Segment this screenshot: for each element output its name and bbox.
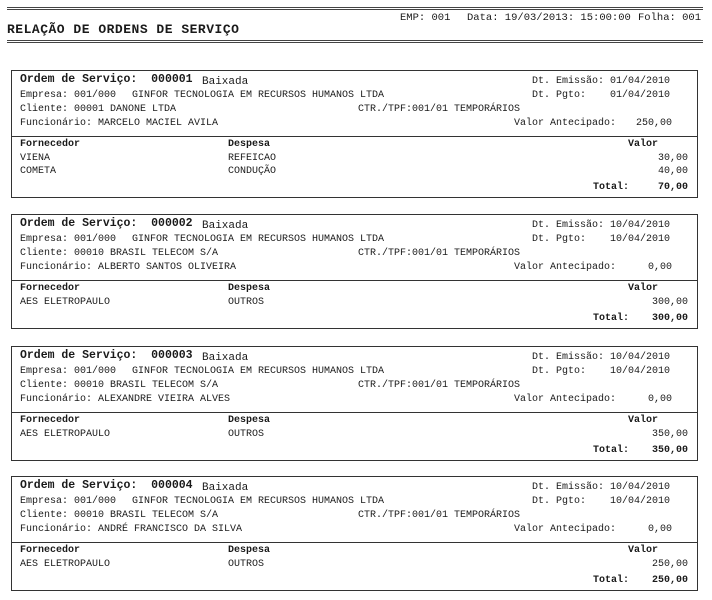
funcionario-label: Funcionário: MARCELO MACIEL AVILA (20, 118, 219, 129)
dt-emissao-label: Dt. Emissão: (532, 352, 605, 363)
page-label: Folha: 001 (638, 12, 702, 24)
os-label: Ordem de Serviço: 000004 (20, 479, 193, 492)
emp-label: EMP: 001 (400, 12, 451, 24)
total-value: 350,00 (651, 445, 688, 456)
item-valor: 30,00 (657, 153, 688, 164)
dt-emissao-value: 10/04/2010 (610, 220, 671, 231)
os-status: Baixada (202, 352, 249, 364)
valor-antecipado-value: 250,00 (635, 118, 672, 129)
valor-antecipado-label: Valor Antecipado: (514, 118, 617, 129)
cliente-value: 00010 BRASIL TELECOM S/A (74, 380, 219, 391)
col-fornecedor: Fornecedor (20, 545, 81, 556)
empresa-label: Empresa: 001/000 (20, 234, 117, 245)
dt-emissao-label: Dt. Emissão: (532, 482, 605, 493)
date-label: Data: 19/03/2013: 15:00:00 (467, 12, 631, 24)
item-despesa: OUTROS (228, 297, 265, 308)
header-rule-bottom (7, 40, 703, 43)
dt-emissao-label: Dt. Emissão: (532, 220, 605, 231)
col-fornecedor: Fornecedor (20, 415, 81, 426)
total-value: 300,00 (651, 313, 688, 324)
funcionario-value: ANDRÉ FRANCISCO DA SILVA (98, 524, 243, 535)
empresa-label: Empresa: 001/000 (20, 90, 117, 101)
os-number: 000001 (151, 73, 193, 86)
header-rule-top (7, 7, 703, 10)
empresa-name: GINFOR TECNOLOGIA EM RECURSOS HUMANOS LTDA (132, 90, 385, 101)
item-fornecedor: VIENA (20, 153, 51, 164)
valor-antecipado-label: Valor Antecipado: (514, 262, 617, 273)
total-label: Total: (593, 445, 630, 456)
cliente-value: 00010 BRASIL TELECOM S/A (74, 248, 219, 259)
os-number: 000002 (151, 217, 193, 230)
service-order-card (11, 476, 698, 591)
item-despesa: OUTROS (228, 429, 265, 440)
report-header-info (400, 12, 700, 60)
col-despesa: Despesa (228, 139, 271, 150)
os-status: Baixada (202, 220, 249, 232)
os-status: Baixada (202, 482, 249, 494)
item-valor: 40,00 (657, 166, 688, 177)
total-label: Total: (593, 182, 630, 193)
service-order-header (12, 215, 697, 281)
dt-emissao-value: 10/04/2010 (610, 352, 671, 363)
service-order-items (12, 281, 697, 328)
os-number: 000003 (151, 349, 193, 362)
empresa-name: GINFOR TECNOLOGIA EM RECURSOS HUMANOS LTDA (132, 496, 385, 507)
col-valor: Valor (627, 283, 658, 294)
item-fornecedor: AES ELETROPAULO (20, 429, 111, 440)
item-fornecedor: AES ELETROPAULO (20, 297, 111, 308)
funcionario-label: Funcionário: ANDRÉ FRANCISCO DA SILVA (20, 524, 243, 535)
cliente-label: Cliente: 00010 BRASIL TELECOM S/A (20, 510, 219, 521)
empresa-label: Empresa: 001/000 (20, 366, 117, 377)
cliente-value: 00001 DANONE LTDA (74, 104, 177, 115)
col-valor: Valor (627, 545, 658, 556)
col-fornecedor: Fornecedor (20, 283, 81, 294)
funcionario-value: ALBERTO SANTOS OLIVEIRA (98, 262, 237, 273)
funcionario-label: Funcionário: ALBERTO SANTOS OLIVEIRA (20, 262, 237, 273)
col-despesa: Despesa (228, 415, 271, 426)
total-label: Total: (593, 575, 630, 586)
service-order-items (12, 413, 697, 460)
funcionario-value: ALEXANDRE VIEIRA ALVES (98, 394, 231, 405)
total-value: 250,00 (651, 575, 688, 586)
service-order-card (11, 214, 698, 329)
os-number: 000004 (151, 479, 193, 492)
cliente-label: Cliente: 00001 DANONE LTDA (20, 104, 177, 115)
cliente-label: Cliente: 00010 BRASIL TELECOM S/A (20, 248, 219, 259)
ctr-label: CTR./TPF:001/01 TEMPORÁRIOS (358, 104, 521, 115)
total-value: 70,00 (657, 182, 688, 193)
col-valor: Valor (627, 139, 658, 150)
ctr-label: CTR./TPF:001/01 TEMPORÁRIOS (358, 248, 521, 259)
item-fornecedor: COMETA (20, 166, 57, 177)
valor-antecipado-label: Valor Antecipado: (514, 524, 617, 535)
item-despesa: OUTROS (228, 559, 265, 570)
dt-pgto-label: Dt. Pgto: (532, 90, 587, 101)
valor-antecipado-value: 0,00 (647, 524, 672, 535)
cliente-value: 00010 BRASIL TELECOM S/A (74, 510, 219, 521)
item-valor: 250,00 (651, 559, 688, 570)
service-order-card (11, 346, 698, 461)
valor-antecipado-value: 0,00 (647, 262, 672, 273)
cliente-label: Cliente: 00010 BRASIL TELECOM S/A (20, 380, 219, 391)
service-order-header (12, 347, 697, 413)
dt-emissao-value: 10/04/2010 (610, 482, 671, 493)
dt-pgto-value: 10/04/2010 (610, 496, 671, 507)
dt-emissao-label: Dt. Emissão: (532, 76, 605, 87)
os-label: Ordem de Serviço: 000003 (20, 349, 193, 362)
valor-antecipado-value: 0,00 (647, 394, 672, 405)
item-despesa: REFEICAO (228, 153, 277, 164)
empresa-label: Empresa: 001/000 (20, 496, 117, 507)
dt-emissao-value: 01/04/2010 (610, 76, 671, 87)
dt-pgto-label: Dt. Pgto: (532, 496, 587, 507)
col-despesa: Despesa (228, 283, 271, 294)
page-title: RELAÇÃO DE ORDENS DE SERVIÇO (7, 22, 240, 37)
col-despesa: Despesa (228, 545, 271, 556)
service-order-header (12, 477, 697, 543)
service-order-items (12, 543, 697, 590)
col-valor: Valor (627, 415, 658, 426)
empresa-name: GINFOR TECNOLOGIA EM RECURSOS HUMANOS LTDA (132, 234, 385, 245)
empresa-name: GINFOR TECNOLOGIA EM RECURSOS HUMANOS LTDA (132, 366, 385, 377)
ctr-label: CTR./TPF:001/01 TEMPORÁRIOS (358, 380, 521, 391)
dt-pgto-value: 01/04/2010 (610, 90, 671, 101)
col-fornecedor: Fornecedor (20, 139, 81, 150)
funcionario-value: MARCELO MACIEL AVILA (98, 118, 219, 129)
dt-pgto-label: Dt. Pgto: (532, 366, 587, 377)
total-label: Total: (593, 313, 630, 324)
funcionario-label: Funcionário: ALEXANDRE VIEIRA ALVES (20, 394, 231, 405)
item-valor: 300,00 (651, 297, 688, 308)
service-order-header (12, 71, 697, 137)
item-valor: 350,00 (651, 429, 688, 440)
service-order-items (12, 137, 697, 197)
dt-pgto-label: Dt. Pgto: (532, 234, 587, 245)
item-despesa: CONDUÇÃO (228, 166, 277, 177)
os-status: Baixada (202, 76, 249, 88)
service-order-card (11, 70, 698, 198)
dt-pgto-value: 10/04/2010 (610, 366, 671, 377)
ctr-label: CTR./TPF:001/01 TEMPORÁRIOS (358, 510, 521, 521)
item-fornecedor: AES ELETROPAULO (20, 559, 111, 570)
os-label: Ordem de Serviço: 000001 (20, 73, 193, 86)
dt-pgto-value: 10/04/2010 (610, 234, 671, 245)
valor-antecipado-label: Valor Antecipado: (514, 394, 617, 405)
os-label: Ordem de Serviço: 000002 (20, 217, 193, 230)
